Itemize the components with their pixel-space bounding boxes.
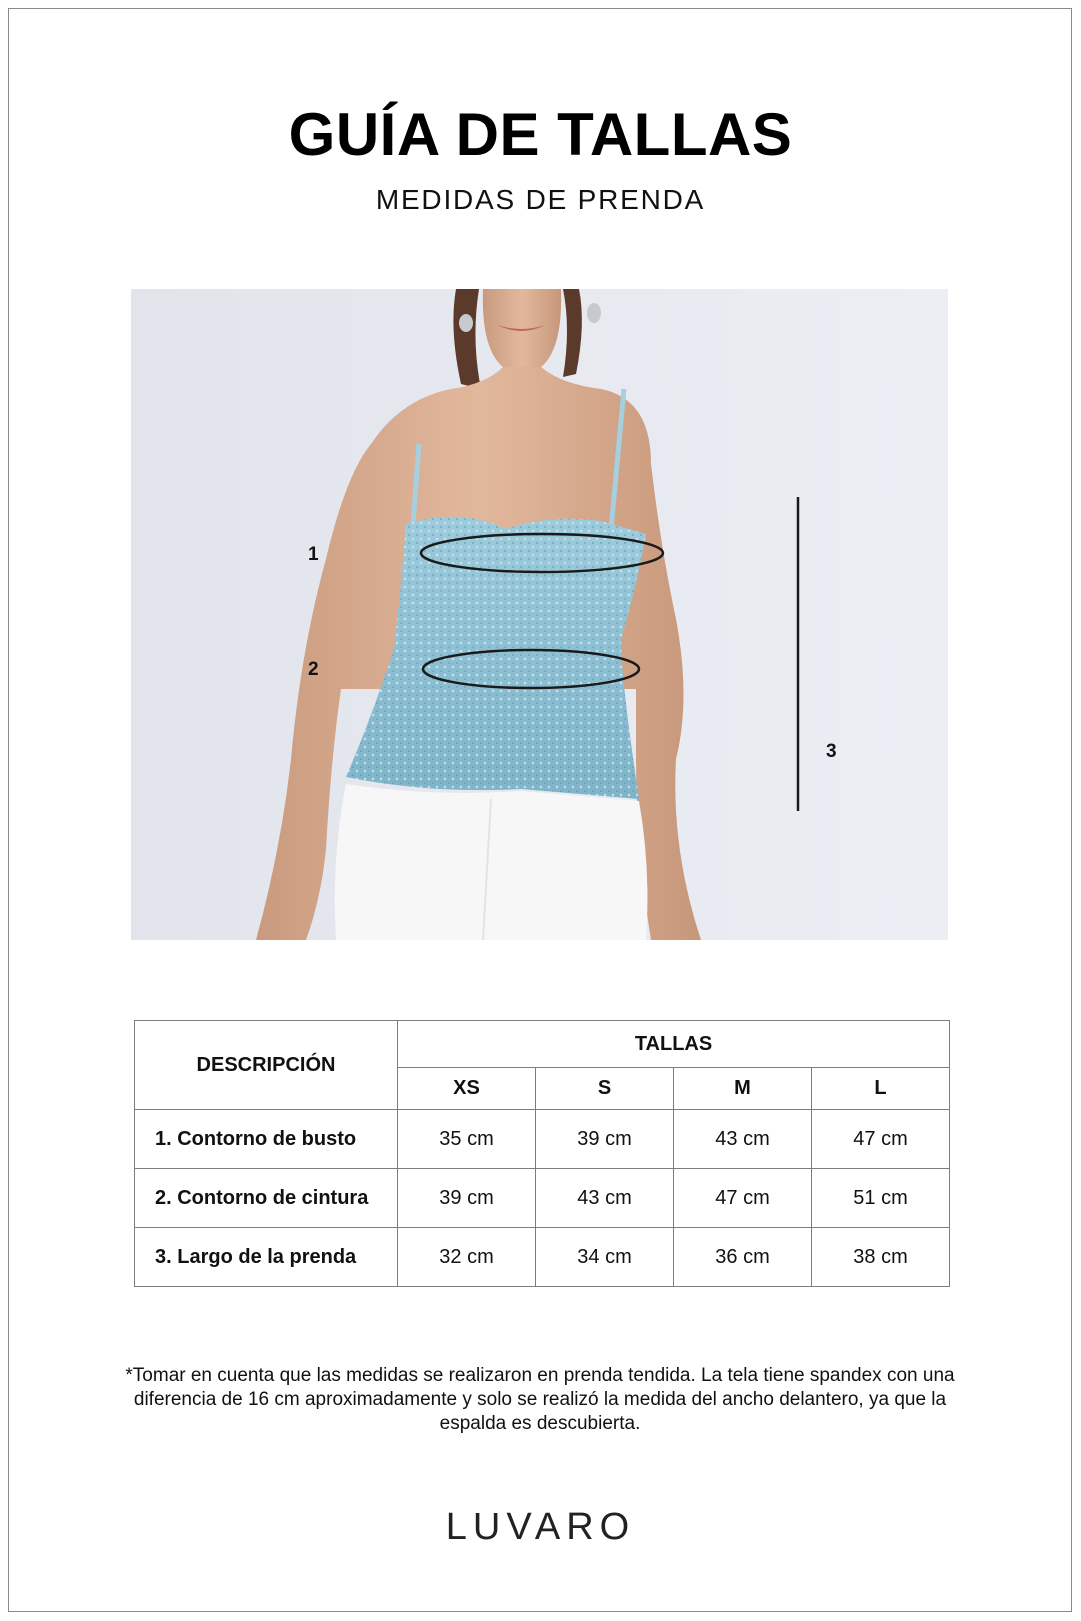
table-row (135, 1228, 950, 1287)
sizes-header: TALLAS (398, 1021, 950, 1068)
row-label: 2. Contorno de cintura (135, 1169, 398, 1228)
table-cell: 51 cm (812, 1169, 950, 1228)
row-label: 3. Largo de la prenda (135, 1228, 398, 1287)
footnote: *Tomar en cuenta que las medidas se realizaron en prenda tendida. La tela tiene spandex con una diferencia de 16 cm aproximadamente y solo se realizó la medida del ancho delantero, ya que la espalda es descubierta. (125, 1365, 955, 1434)
model-illustration (131, 289, 948, 940)
brand-logo: LUVARO (445, 1506, 636, 1548)
table-cell: 32 cm (398, 1228, 536, 1287)
table-cell: 35 cm (398, 1110, 536, 1169)
table-cell: 39 cm (398, 1169, 536, 1228)
table-cell: 36 cm (674, 1228, 812, 1287)
size-l-header: L (812, 1068, 950, 1110)
size-s-header: S (536, 1068, 674, 1110)
table-cell: 43 cm (536, 1169, 674, 1228)
table-cell: 39 cm (536, 1110, 674, 1169)
size-xs-header: XS (398, 1068, 536, 1110)
size-m-header: M (674, 1068, 812, 1110)
page-title: GUÍA DE TALLAS (288, 101, 793, 168)
table-row (135, 1169, 950, 1228)
table-cell: 43 cm (674, 1110, 812, 1169)
table-cell: 38 cm (812, 1228, 950, 1287)
table-cell: 47 cm (674, 1169, 812, 1228)
garment-photo (131, 289, 948, 940)
table-row (135, 1110, 950, 1169)
marker-waist: 2 (308, 659, 319, 680)
page-subtitle: MEDIDAS DE PRENDA (375, 184, 706, 215)
marker-bust: 1 (308, 544, 319, 565)
row-label: 1. Contorno de busto (135, 1110, 398, 1169)
description-header: DESCRIPCIÓN (135, 1021, 398, 1110)
table-cell: 47 cm (812, 1110, 950, 1169)
size-table (134, 1020, 950, 1287)
table-cell: 34 cm (536, 1228, 674, 1287)
marker-length: 3 (826, 741, 837, 762)
